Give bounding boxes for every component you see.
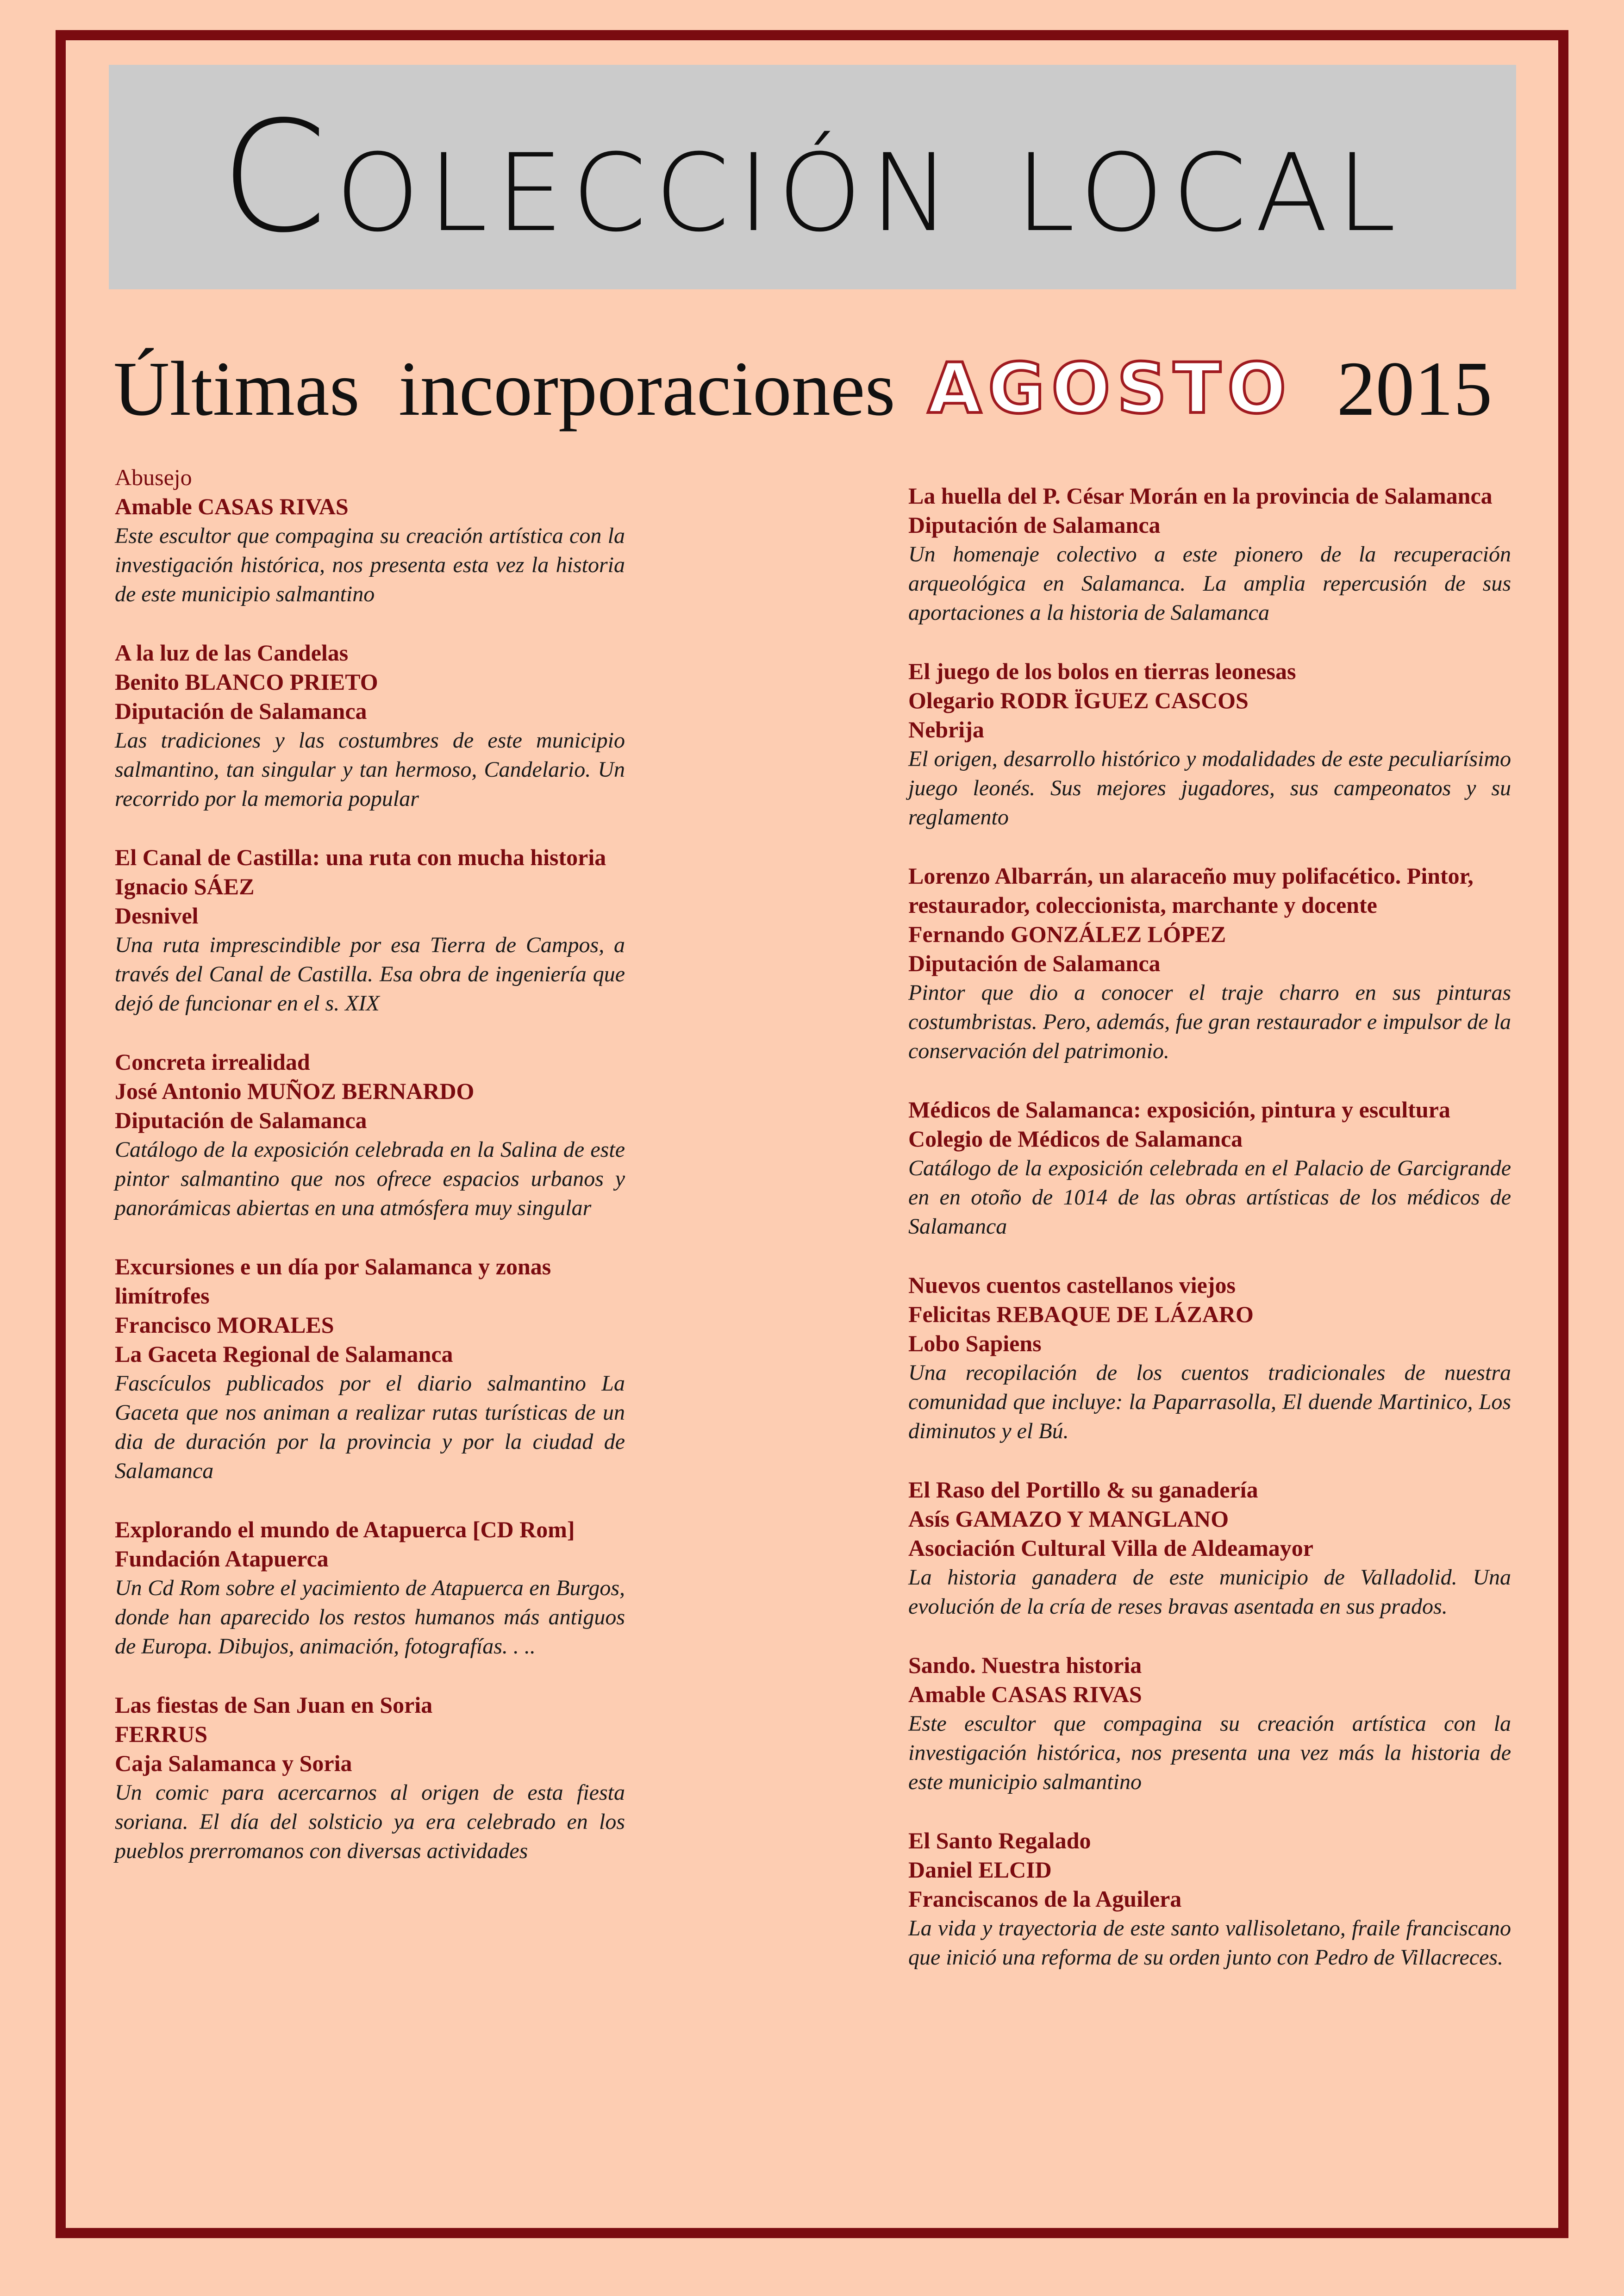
- entry-author: Felicitas REBAQUE DE LÁZARO: [908, 1301, 1254, 1327]
- left-column: [115, 463, 625, 1895]
- list-item: [908, 1271, 1511, 1446]
- list-item: [908, 481, 1511, 627]
- entry-author: Benito BLANCO PRIETO: [115, 669, 378, 695]
- entry-description: El origen, desarrollo histórico y modalidades de este peculiarísimo juego leonés. Sus mejores jugadores, sus campeonatos y su reglamento: [908, 747, 1511, 830]
- entry-author: Amable CASAS RIVAS: [908, 1681, 1142, 1707]
- subtitle-text: Últimas incorporaciones: [113, 345, 895, 432]
- entry-title: A la luz de las Candelas: [115, 640, 349, 666]
- entry-publisher: Diputación de Salamanca: [908, 512, 1161, 538]
- list-item: [115, 638, 625, 813]
- entry-title: Sando. Nuestra historia: [908, 1652, 1142, 1678]
- list-item: [908, 1475, 1511, 1621]
- entry-publisher: Diputación de Salamanca: [115, 698, 367, 724]
- entry-description: Este escultor que compagina su creación artística con la investigación histórica, nos presenta esta vez la historia de este municipio salmantino: [115, 524, 625, 606]
- entry-title: El Santo Regalado: [908, 1828, 1091, 1853]
- list-item: [115, 1048, 625, 1223]
- page-title: Colección local: [220, 88, 1405, 266]
- entry-publisher: La Gaceta Regional de Salamanca: [115, 1341, 453, 1367]
- entry-description: Catálogo de la exposición celebrada en la Salina de este pintor salmantino que nos ofrece espacios urbanos y panorámicas abiertas en una atmósfera muy singular: [115, 1137, 625, 1220]
- entry-author: Olegario RODR ÏGUEZ CASCOS: [908, 687, 1249, 713]
- entry-title: Lorenzo Albarrán, un alaraceño muy polifacético. Pintor, restaurador, coleccionista, marchante y docente: [908, 863, 1474, 918]
- entry-publisher: Desnivel: [115, 903, 199, 929]
- list-item: [115, 1691, 625, 1866]
- entry-title: Médicos de Salamanca: exposición, pintura y escultura: [908, 1097, 1450, 1123]
- right-column: [908, 481, 1511, 2002]
- entry-title: El juego de los bolos en tierras leonesas: [908, 658, 1296, 684]
- entry-description: La vida y trayectoria de este santo vallisoletano, fraile franciscano que inició una reforma de su orden junto con Pedro de Villacreces.: [908, 1916, 1511, 1970]
- entry-publisher: Nebrija: [908, 717, 984, 742]
- list-item: [908, 861, 1511, 1066]
- entry-description: Una ruta imprescindible por esa Tierra de Campos, a través del Canal de Castilla. Esa obra de ingeniería que dejó de funcionar en el s. XIX: [115, 933, 625, 1016]
- entry-title: Explorando el mundo de Atapuerca [CD Rom]: [115, 1516, 575, 1542]
- entry-description: Un homenaje colectivo a este pionero de la recuperación arqueológica en Salamanca. La amplia repercusión de sus aportaciones a la historia de Salamanca: [908, 542, 1511, 625]
- entry-title: Excursiones e un día por Salamanca y zonas limítrofes: [115, 1254, 551, 1309]
- entry-publisher: Lobo Sapiens: [908, 1330, 1042, 1356]
- entry-author: Daniel ELCID: [908, 1857, 1052, 1883]
- entry-publisher: Asociación Cultural Villa de Aldeamayor: [908, 1535, 1313, 1561]
- entry-title: Concreta irrealidad: [115, 1049, 310, 1075]
- list-item: [908, 1826, 1511, 1972]
- entry-author: Ignacio SÁEZ: [115, 873, 255, 899]
- entry-publisher: Colegio de Médicos de Salamanca: [908, 1126, 1243, 1152]
- entry-title: La huella del P. César Morán en la provincia de Salamanca: [908, 483, 1493, 509]
- title-banner: [109, 65, 1516, 289]
- entry-title: Las fiestas de San Juan en Soria: [115, 1692, 433, 1718]
- entry-title: Abusejo: [115, 464, 192, 490]
- entry-author: FERRUS: [115, 1721, 208, 1747]
- entry-publisher: Caja Salamanca y Soria: [115, 1750, 352, 1776]
- entry-description: Un Cd Rom sobre el yacimiento de Atapuerca en Burgos, donde han aparecido los restos humanos más antiguos de Europa. Dibujos, animación, fotografías. . ..: [115, 1576, 625, 1659]
- entry-description: Una recopilación de los cuentos tradicionales de nuestra comunidad que incluye: la Paparrasolla, El duende Martinico, Los diminutos y el Bú.: [908, 1360, 1511, 1443]
- entry-title: El Raso del Portillo & su ganadería: [908, 1477, 1258, 1503]
- entry-author: Asís GAMAZO Y MANGLANO: [908, 1506, 1229, 1532]
- entry-publisher: Fundación Atapuerca: [115, 1546, 329, 1572]
- entry-publisher: Diputación de Salamanca: [908, 950, 1161, 976]
- list-item: [115, 1515, 625, 1661]
- entry-author: Francisco MORALES: [115, 1312, 334, 1338]
- entry-author: Amable CASAS RIVAS: [115, 493, 349, 519]
- entry-publisher: Franciscanos de la Aguilera: [908, 1886, 1182, 1912]
- entry-author: Fernando GONZÁLEZ LÓPEZ: [908, 921, 1226, 947]
- list-item: [115, 463, 625, 609]
- month-label: AGOSTO: [927, 349, 1293, 429]
- list-item: [115, 843, 625, 1018]
- entry-title: Nuevos cuentos castellanos viejos: [908, 1272, 1236, 1298]
- entry-description: Pintor que dio a conocer el traje charro en sus pinturas costumbristas. Pero, además, fue gran restaurador e impulsor de la conservación del patrimonio.: [908, 980, 1511, 1063]
- entry-description: Catálogo de la exposición celebrada en el Palacio de Garcigrande en en otoño de 1014 de las obras artísticas de los médicos de Salamanca: [908, 1156, 1511, 1239]
- list-item: [908, 1095, 1511, 1241]
- entry-author: José Antonio MUÑOZ BERNARDO: [115, 1078, 475, 1104]
- entry-description: Este escultor que compagina su creación artística con la investigación histórica, nos presenta una vez más la historia de este municipio salmantino: [908, 1711, 1511, 1794]
- entry-description: Fascículos publicados por el diario salmantino La Gaceta que nos animan a realizar rutas turísticas de un dia de duración por la provincia y por la ciudad de Salamanca: [115, 1371, 625, 1483]
- entry-description: Las tradiciones y las costumbres de este municipio salmantino, tan singular y tan hermoso, Candelario. Un recorrido por la memoria popular: [115, 728, 625, 811]
- list-item: [908, 657, 1511, 832]
- year-label: 2015: [1337, 345, 1493, 432]
- subtitle: [113, 343, 1521, 435]
- list-item: [908, 1651, 1511, 1797]
- entry-publisher: Diputación de Salamanca: [115, 1107, 367, 1133]
- entry-description: La historia ganadera de este municipio de Valladolid. Una evolución de la cría de reses bravas asentada en sus prados.: [908, 1565, 1511, 1619]
- entry-title: El Canal de Castilla: una ruta con mucha historia: [115, 844, 606, 870]
- list-item: [115, 1252, 625, 1485]
- entry-description: Un comic para acercarnos al origen de esta fiesta soriana. El día del solsticio ya era celebrado en los pueblos prerromanos con diversas actividades: [115, 1780, 625, 1863]
